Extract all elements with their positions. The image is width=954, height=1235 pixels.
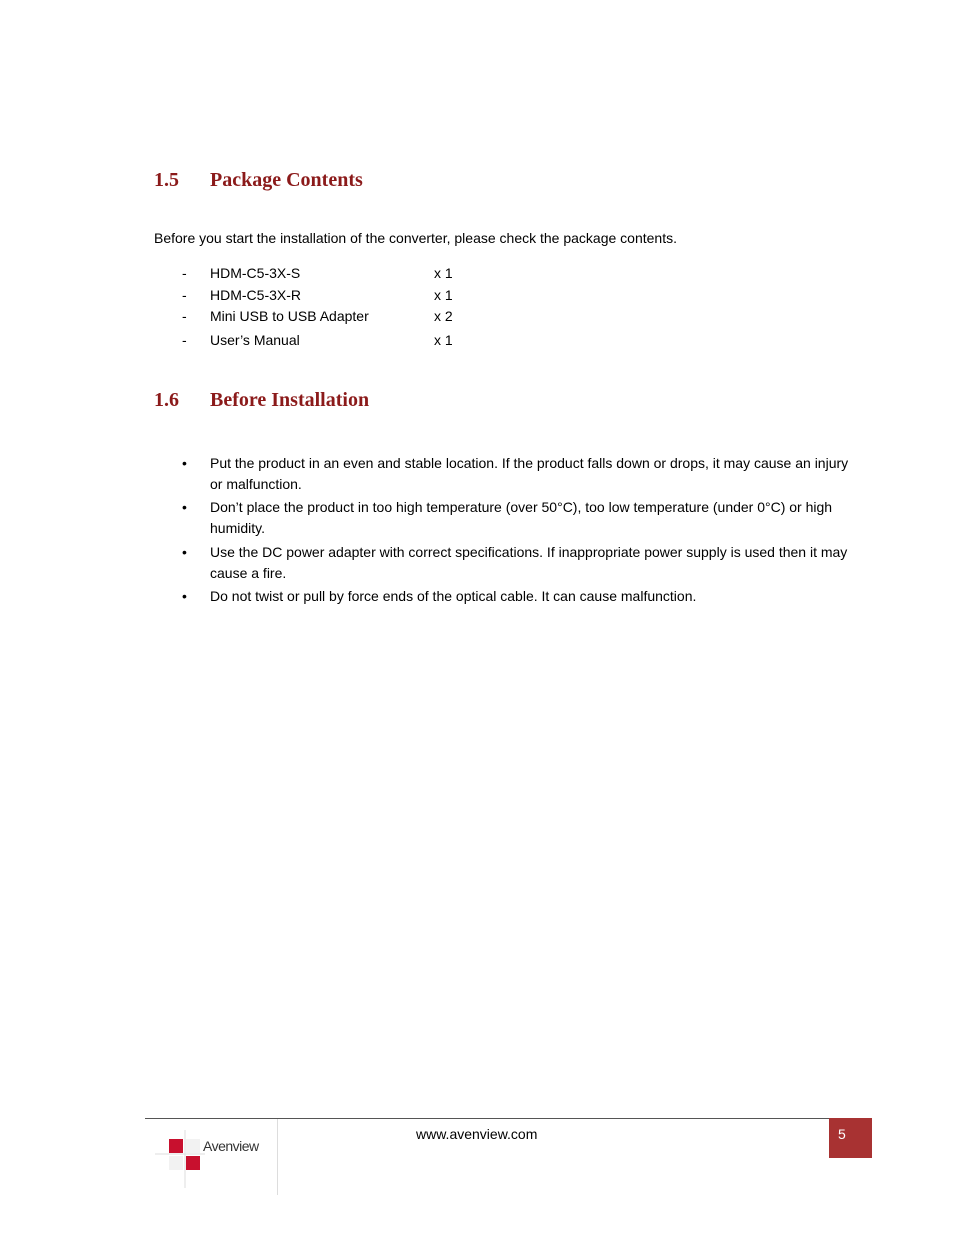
bullet-icon: • [182, 499, 187, 515]
list-item: Do not twist or pull by force ends of the optical cable. It can cause malfunction. [210, 588, 697, 604]
list-item-qty: x 1 [434, 332, 453, 348]
list-item: Put the product in an even and stable location. If the product falls down or drops, it may cause an injury or malfunction. [210, 455, 849, 492]
section-number: 1.6 [154, 389, 179, 411]
section-heading-before-installation [154, 389, 369, 412]
section-title: Package Contents [210, 169, 363, 191]
list-marker: - [182, 287, 187, 303]
bullet-icon: • [182, 544, 187, 560]
list-item-name: User’s Manual [210, 332, 300, 348]
list-item: Use the DC power adapter with correct specifications. If inappropriate power supply is used then it may cause a fire. [210, 544, 848, 581]
footer-url: www.avenview.com [416, 1126, 538, 1142]
list-marker: - [182, 332, 187, 348]
footer-divider [145, 1118, 872, 1119]
page-number-badge [829, 1118, 872, 1158]
list-item-qty: x 2 [434, 308, 453, 324]
bullet-icon: • [182, 455, 187, 471]
list-item-qty: x 1 [434, 287, 453, 303]
list-item-qty: x 1 [434, 265, 453, 281]
intro-paragraph: Before you start the installation of the converter, please check the package contents. [154, 230, 677, 246]
list-marker: - [182, 265, 187, 281]
section-heading-package-contents [154, 169, 363, 192]
list-marker: - [182, 308, 187, 324]
section-title: Before Installation [210, 389, 370, 411]
bullet-icon: • [182, 588, 187, 604]
footer-vertical-divider [277, 1119, 278, 1195]
page-number: 5 [838, 1126, 846, 1142]
logo-text: Avenview [203, 1138, 259, 1154]
list-item: Don’t place the product in too high temperature (over 50°C), too low temperature (under 0°C) or high humidity. [210, 499, 833, 536]
list-item-name: Mini USB to USB Adapter [210, 308, 369, 324]
list-item-name: HDM-C5-3X-R [210, 287, 301, 303]
list-item-name: HDM-C5-3X-S [210, 265, 301, 281]
section-number: 1.5 [154, 169, 179, 191]
